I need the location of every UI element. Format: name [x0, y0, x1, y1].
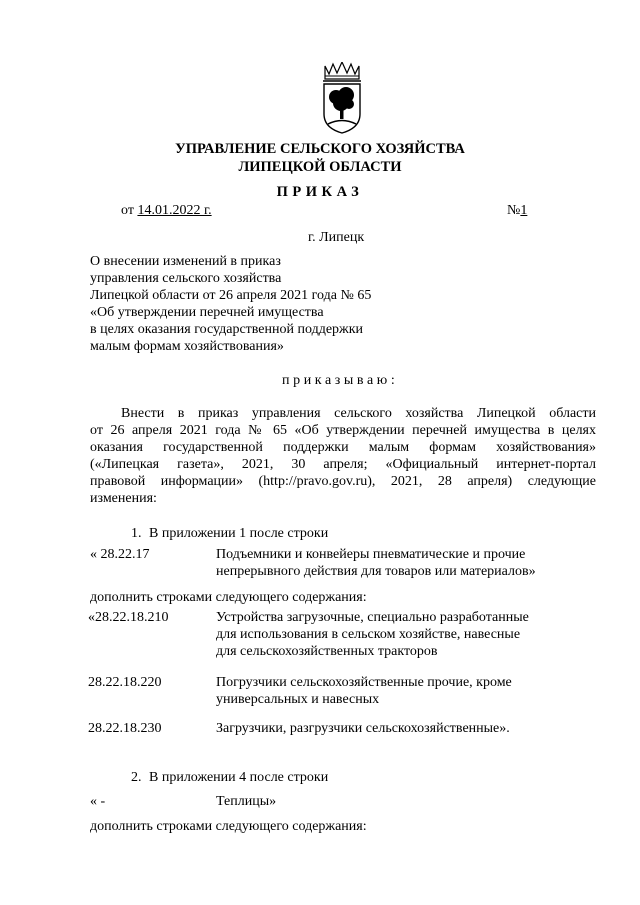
item-marker: 1.: [131, 526, 142, 541]
row-code: 28.22.18.220: [88, 675, 162, 690]
row-code: «28.22.18.210: [88, 610, 169, 625]
subject-line: Липецкой области от 26 апреля 2021 года № 65: [90, 288, 372, 303]
row-desc: Подъемники и конвейеры пневматические и прочие: [216, 547, 526, 562]
subject-line: управления сельского хозяйства: [90, 271, 282, 286]
coat-of-arms-icon: [319, 62, 365, 134]
number-line: [507, 202, 527, 219]
add-text: дополнить строками следующего содержания:: [90, 590, 367, 605]
row-code: « 28.22.17: [90, 547, 150, 562]
order-word: приказываю:: [282, 373, 399, 388]
row-desc: для сельскохозяйственных тракторов: [216, 644, 438, 659]
number-prefix: №: [507, 203, 521, 218]
row-desc: Погрузчики сельскохозяйственные прочие, кроме: [216, 675, 512, 690]
item-marker: 2.: [131, 770, 142, 785]
row-desc: Устройства загрузочные, специально разработанные: [216, 610, 529, 625]
preamble-line: Внести в приказ управления сельского хозяйства Липецкой области: [121, 406, 596, 421]
order-date: 14.01.2022 г.: [137, 203, 212, 218]
org-name-line1: УПРАВЛЕНИЕ СЕЛЬСКОГО ХОЗЯЙСТВА: [175, 141, 465, 157]
row-desc: универсальных и навесных: [216, 692, 380, 707]
preamble-line: от 26 апреля 2021 года № 65 «Об утверждении перечней имущества в целях: [90, 423, 596, 438]
order-number: 1: [520, 203, 528, 218]
row-desc: непрерывного действия для товаров или материалов»: [216, 564, 536, 579]
org-name-line2: ЛИПЕЦКОЙ ОБЛАСТИ: [238, 159, 402, 175]
preamble-line: изменения:: [90, 491, 157, 506]
subject-line: О внесении изменений в приказ: [90, 254, 281, 269]
date-prefix: от: [121, 203, 134, 218]
row-desc: Теплицы»: [216, 794, 277, 809]
row-desc: для использования в сельском хозяйстве, навесные: [216, 627, 521, 642]
preamble-line: правовой информации» (http://pravo.gov.ru), 2021, 28 апреля) следующие: [90, 474, 596, 489]
preamble-line: оказания государственной поддержки малым формам хозяйствования»: [90, 440, 596, 455]
city: г. Липецк: [308, 230, 365, 245]
row-code: 28.22.18.230: [88, 721, 162, 736]
date-line: [121, 202, 212, 219]
add-text: дополнить строками следующего содержания:: [90, 819, 367, 834]
row-code: « -: [90, 794, 106, 809]
item-heading: В приложении 4 после строки: [149, 770, 329, 785]
row-desc: Загрузчики, разгрузчики сельскохозяйственные».: [216, 721, 510, 736]
subject-line: в целях оказания государственной поддержки: [90, 322, 364, 337]
subject-line: малым формам хозяйствования»: [90, 339, 284, 354]
subject-line: «Об утверждении перечней имущества: [90, 305, 324, 320]
item-heading: В приложении 1 после строки: [149, 526, 329, 541]
doc-type-title: ПРИКАЗ: [276, 184, 364, 200]
preamble-line: («Липецкая газета», 2021, 30 апреля; «Официальный интернет-портал: [90, 457, 596, 472]
